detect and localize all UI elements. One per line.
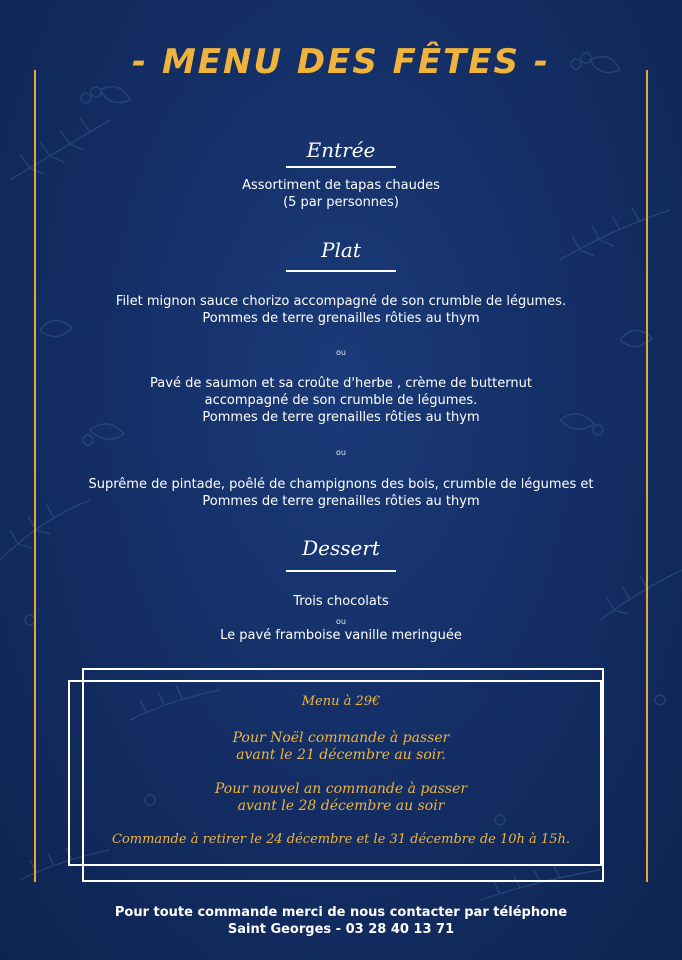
plat-or-separator: ou: [336, 448, 346, 457]
dessert-option1: Trois chocolats: [293, 594, 389, 609]
section-heading-dessert: Dessert: [302, 536, 380, 560]
plat-option1-line: Filet mignon sauce chorizo accompagné de son crumble de légumes.: [115, 294, 567, 309]
plat-option2-line: Pavé de saumon et sa croûte d'herbe , crème de butternut: [150, 376, 532, 391]
plat-option3-line: Suprême de pintade, poêlé de champignons des bois, crumble de légumes et: [88, 477, 594, 492]
page-title: - MENU DES FÊTES -: [132, 42, 550, 82]
footer-phone-line: Saint Georges - 03 28 40 13 71: [227, 922, 455, 937]
plat-option1-line: Pommes de terre grenailles rôties au thym: [202, 311, 480, 326]
section-heading-entree: Entrée: [306, 138, 376, 162]
dessert-option2: Le pavé framboise vanille meringuée: [220, 628, 462, 643]
plat-option2-line: accompagné de son crumble de légumes.: [204, 393, 478, 408]
noel-order-line: Pour Noël commande à passer: [232, 730, 450, 746]
section-heading-plat: Plat: [321, 238, 361, 262]
plat-option2-line: Pommes de terre grenailles rôties au thym: [202, 410, 480, 425]
nouvel-an-order-line: Pour nouvel an commande à passer: [214, 781, 468, 797]
plat-or-separator: ou: [336, 348, 346, 357]
footer-contact-line: Pour toute commande merci de nous contacter par téléphone: [114, 905, 568, 920]
section-rule-plat: [286, 270, 396, 272]
nouvel-an-order-line: avant le 28 décembre au soir: [237, 798, 445, 814]
entree-line: (5 par personnes): [283, 195, 399, 210]
pickup-info: Commande à retirer le 24 décembre et le 31 décembre de 10h à 15h.: [112, 832, 570, 847]
menu-price: Menu à 29€: [301, 694, 381, 709]
noel-order-line: avant le 21 décembre au soir.: [236, 747, 446, 763]
section-rule-entree: [286, 166, 396, 168]
plat-option3-line: Pommes de terre grenailles rôties au thym: [202, 494, 480, 509]
entree-line: Assortiment de tapas chaudes: [242, 178, 440, 193]
dessert-or-separator: ou: [336, 617, 346, 626]
section-rule-dessert: [286, 570, 396, 572]
